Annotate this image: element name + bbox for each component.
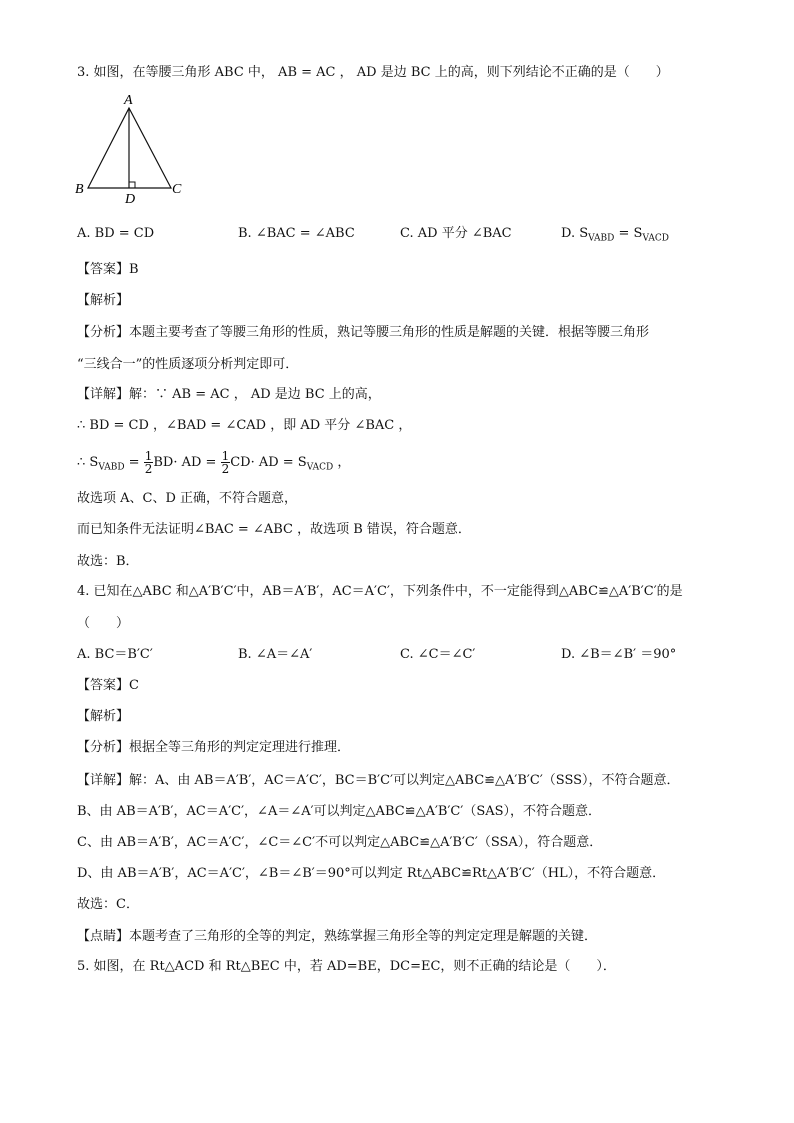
label-a: A [124, 93, 133, 108]
q4-analysis-heading: 【解析】 [77, 709, 130, 724]
q3-analysis-line-1: 【分析】本题主要考查了等腰三角形的性质，熟记等腰三角形的性质是解题的关键．根据等腰三角形 [77, 325, 650, 340]
label-b: B [75, 182, 84, 197]
q3-detail-line-4: 故选项 A、C、D 正确，不符合题意， [77, 491, 298, 506]
right-angle-mark [129, 182, 135, 188]
q3-detail-line-1: 【详解】解：∵ AB = AC ， AD 是边 BC 上的高， [77, 387, 381, 402]
q4-detail-line-3: C、由 AB＝A′B′，AC＝A′C′，∠C＝∠C′不可以判定△ABC≌△A′B′C′（SSA），符合题意． [77, 835, 603, 850]
q4-answer: 【答案】C [77, 678, 139, 693]
q3-detail-line-5: 而已知条件无法证明∠BAC = ∠ABC ，故选项 B 错误，符合题意． [77, 522, 471, 537]
fraction-one-half: $\frac{1}{2}$ [144, 449, 153, 476]
q3-detail-line-2: ∴ BD = CD ，∠BAD = ∠CAD ，即 AD 平分 ∠BAC ， [77, 418, 412, 433]
q3-detail-line-3: ∴ $S_{VABD}$ = $\frac{1}{2}$ BD· AD = $\frac{1}{2}$ CD· AD = $S_{VACD}$ ， [77, 449, 351, 476]
q3-option-a: A. BD = CD [77, 226, 155, 241]
q5-stem: 5. 如图，在 Rt△ACD 和 Rt△BEC 中，若 AD=BE，DC=EC，则不正确的结论是（ ）． [77, 959, 616, 974]
q4-detail-line-2: B、由 AB＝A′B′，AC＝A′C′，∠A＝∠A′可以判定△ABC≌△A′B′C′（SAS），不符合题意． [77, 804, 602, 819]
q4-detail-line-1: 【详解】解：A、由 AB＝A′B′，AC＝A′C′，BC＝B′C′可以判定△ABC≌△A′B′C′（SSS），不符合题意． [77, 773, 680, 788]
label-d: D [125, 192, 136, 207]
q4-analysis: 【分析】根据全等三角形的判定定理进行推理． [77, 740, 351, 755]
q4-choice: 故选：C． [77, 897, 139, 912]
q4-comment: 【点睛】本题考查了三角形的全等的判定，熟练掌握三角形全等的判定定理是解题的关键． [77, 929, 598, 944]
q3-option-b: B. ∠BAC = ∠ABC [238, 226, 355, 241]
q3-analysis-line-2: “三线合一”的性质逐项分析判定即可． [77, 357, 299, 372]
label-c: C [172, 182, 182, 197]
q4-option-d: D. ∠B＝∠B′ ＝90° [561, 647, 677, 662]
q3-analysis-heading: 【解析】 [77, 293, 130, 308]
q4-option-c: C. ∠C＝∠C′ [400, 647, 476, 662]
q3-choice: 故选：B． [77, 554, 139, 569]
q3-option-c: C. AD 平分 ∠BAC [400, 226, 512, 241]
q3-option-d: D. $S_{VABD} = S_{VACD}$ [561, 226, 669, 244]
q4-stem-line-2: （ ） [77, 616, 130, 631]
q4-option-a: A. BC＝B′C′ [77, 647, 153, 662]
q3-triangle-figure [70, 90, 190, 208]
q3-stem: 3. 如图，在等腰三角形 ABC 中， AB = AC ， AD 是边 BC 上的高，则下列结论不正确的是（ ） [77, 65, 669, 80]
fraction-one-half: $\frac{1}{2}$ [221, 449, 230, 476]
q4-detail-line-4: D、由 AB＝A′B′，AC＝A′C′，∠B＝∠B′＝90°可以判定 Rt△ABC≌Rt△A′B′C′（HL），不符合题意． [77, 866, 666, 881]
q4-option-b: B. ∠A＝∠A′ [238, 647, 313, 662]
q3-answer: 【答案】B [77, 262, 139, 277]
q4-stem-line-1: 4. 已知在△ABC 和△A′B′C′中，AB＝A′B′，AC＝A′C′，下列条件中，不一定能得到△ABC≌△A′B′C′的是 [77, 584, 683, 599]
